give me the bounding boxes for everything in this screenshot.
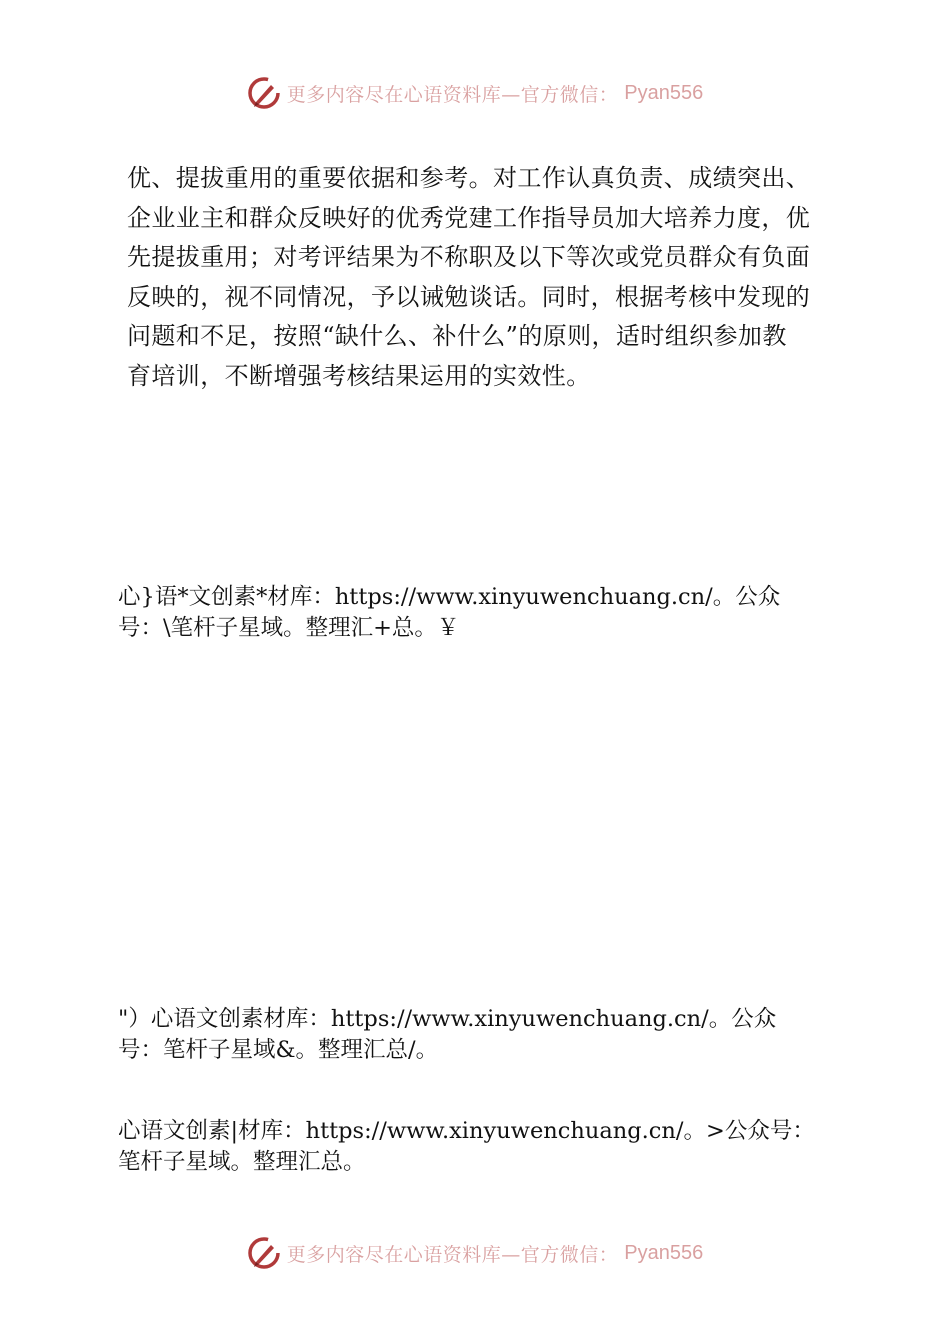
source-note-line: 心语文创素|材库：https://www.xinyuwenchuang.cn/。>公众号： bbox=[118, 1118, 815, 1144]
source-note-line: 笔杆子星域。整理汇总。 bbox=[118, 1149, 366, 1175]
body-line: 企业业主和群众反映好的优秀党建工作指导员加大培养力度，优 bbox=[127, 203, 811, 232]
body-line: 先提拔重用；对考评结果为不称职及以下等次或党员群众有负面 bbox=[127, 243, 811, 271]
source-note bbox=[118, 1116, 853, 1178]
source-note bbox=[118, 1004, 853, 1066]
footer-banner-text: 更多内容尽在心语资料库—官方微信： bbox=[286, 1243, 619, 1266]
footer-banner-handle: Pyan556 bbox=[624, 1241, 704, 1264]
body-line: 育培训，不断增强考核结果运用的实效性。 bbox=[127, 361, 591, 390]
source-note-line: 心}语*文创素*材库：https://www.xinyuwenchuang.cn/。公众 bbox=[118, 584, 781, 610]
body-line: 反映的，视不同情况，予以诫勉谈话。同时，根据考核中发现的 bbox=[127, 282, 811, 311]
footer-banner bbox=[0, 1233, 950, 1273]
source-note-line: "）心语文创素材库：https://www.xinyuwenchuang.cn/。公众 bbox=[118, 1006, 777, 1032]
pen-logo-icon bbox=[247, 76, 281, 110]
body-line: 问题和不足，按照“缺什么、补什么”的原则，适时组织参加教 bbox=[127, 322, 787, 350]
header-banner-handle: Pyan556 bbox=[624, 81, 704, 104]
source-note-line: 号：笔杆子星域&。整理汇总/。 bbox=[118, 1037, 439, 1063]
source-note bbox=[118, 582, 853, 644]
header-banner-text: 更多内容尽在心语资料库—官方微信： bbox=[286, 83, 619, 106]
source-note-line: 号：\笔杆子星域。整理汇+总。￥ bbox=[118, 615, 460, 641]
header-banner bbox=[0, 73, 950, 113]
pen-logo-icon bbox=[247, 1236, 281, 1270]
body-paragraph bbox=[127, 159, 827, 396]
body-line: 优、提拔重用的重要依据和参考。对工作认真负责、成绩突出、 bbox=[127, 164, 811, 192]
